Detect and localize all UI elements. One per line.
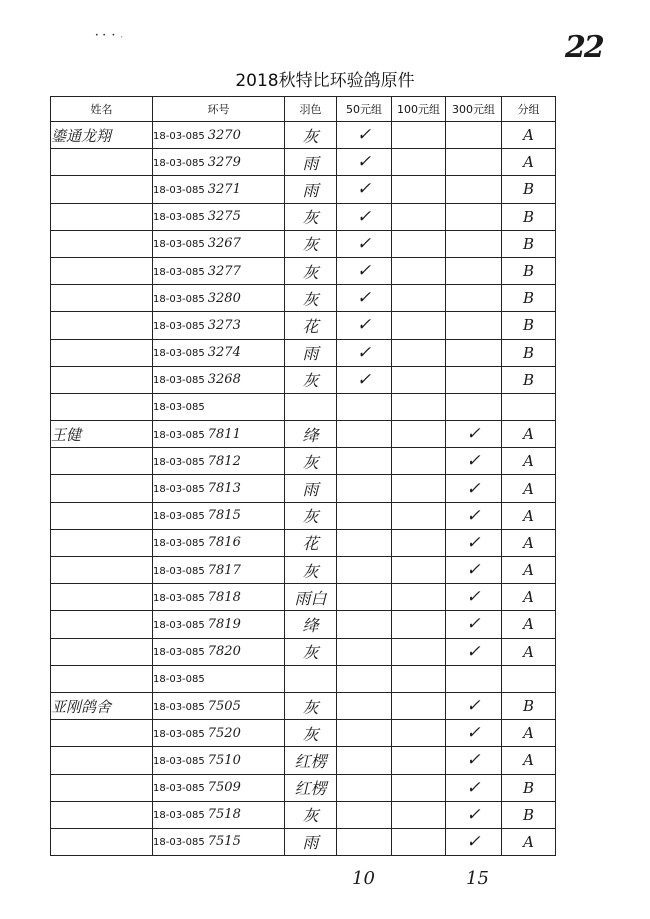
check-100-group — [392, 257, 446, 284]
check-50-group: ✓ — [337, 257, 392, 284]
owner-name — [51, 366, 153, 393]
table-row — [51, 421, 556, 448]
group-letter: B — [502, 774, 556, 801]
check-100-group — [392, 149, 446, 176]
check-300-group — [446, 285, 502, 312]
feather-color: 灰 — [285, 122, 337, 149]
ring-number-cell — [153, 502, 285, 529]
owner-name: 鎏通龙翔 — [51, 122, 153, 149]
ring-number: 3273 — [207, 317, 241, 333]
group-letter: B — [502, 339, 556, 366]
header-color: 羽色 — [285, 97, 337, 122]
total-50-group: 10 — [352, 868, 375, 889]
ring-number: 3279 — [207, 154, 241, 170]
group-letter: A — [502, 475, 556, 502]
feather-color: 灰 — [285, 448, 337, 475]
owner-name — [51, 448, 153, 475]
check-300-group: ✓ — [446, 448, 502, 475]
table-row — [51, 393, 556, 420]
ring-prefix: 18-03-085 — [153, 619, 205, 631]
feather-color: 雨 — [285, 149, 337, 176]
check-50-group: ✓ — [337, 285, 392, 312]
group-letter: A — [502, 720, 556, 747]
check-50-group — [337, 828, 392, 855]
ring-prefix: 18-03-085 — [153, 755, 205, 767]
feather-color: 雨 — [285, 475, 337, 502]
table-row — [51, 448, 556, 475]
ring-number-cell — [153, 747, 285, 774]
check-50-group — [337, 774, 392, 801]
table-row — [51, 339, 556, 366]
group-letter: A — [502, 529, 556, 556]
ring-number-cell — [153, 285, 285, 312]
check-100-group — [392, 584, 446, 611]
ring-prefix: 18-03-085 — [153, 184, 205, 196]
check-100-group — [392, 122, 446, 149]
ring-prefix: 18-03-085 — [153, 293, 205, 305]
feather-color: 灰 — [285, 285, 337, 312]
check-100-group — [392, 285, 446, 312]
ring-number: 3270 — [207, 127, 241, 143]
check-300-group: ✓ — [446, 421, 502, 448]
check-50-group: ✓ — [337, 366, 392, 393]
scan-specks: • • • , — [95, 32, 123, 39]
feather-color: 灰 — [285, 801, 337, 828]
feather-color: 雨 — [285, 176, 337, 203]
table-row — [51, 584, 556, 611]
ring-prefix: 18-03-085 — [153, 375, 205, 387]
owner-name — [51, 257, 153, 284]
owner-name — [51, 529, 153, 556]
ring-number-cell — [153, 529, 285, 556]
check-100-group — [392, 176, 446, 203]
group-letter: B — [502, 692, 556, 719]
check-100-group — [392, 312, 446, 339]
group-letter: A — [502, 448, 556, 475]
ring-number: 7518 — [207, 807, 241, 823]
owner-name — [51, 149, 153, 176]
ring-number: 3275 — [207, 209, 241, 225]
ring-number-cell — [153, 801, 285, 828]
ring-prefix: 18-03-085 — [153, 674, 205, 686]
feather-color: 灰 — [285, 203, 337, 230]
ring-number: 7820 — [207, 644, 241, 660]
check-300-group: ✓ — [446, 638, 502, 665]
check-100-group — [392, 801, 446, 828]
ring-number: 7812 — [207, 453, 241, 469]
ring-number-cell — [153, 149, 285, 176]
check-50-group: ✓ — [337, 230, 392, 257]
check-100-group — [392, 339, 446, 366]
check-100-group — [392, 230, 446, 257]
ring-number-cell — [153, 665, 285, 692]
check-300-group: ✓ — [446, 774, 502, 801]
group-letter: A — [502, 584, 556, 611]
check-300-group — [446, 665, 502, 692]
check-100-group — [392, 611, 446, 638]
total-300-group: 15 — [466, 868, 489, 889]
table-row — [51, 475, 556, 502]
ring-prefix: 18-03-085 — [153, 320, 205, 332]
check-50-group — [337, 801, 392, 828]
owner-name — [51, 720, 153, 747]
group-letter: A — [502, 421, 556, 448]
check-300-group — [446, 393, 502, 420]
header-50-group: 50元组 — [337, 97, 392, 122]
check-50-group — [337, 393, 392, 420]
group-letter: A — [502, 747, 556, 774]
ring-number-cell — [153, 584, 285, 611]
group-letter: B — [502, 257, 556, 284]
ring-number-cell — [153, 421, 285, 448]
feather-color — [285, 393, 337, 420]
table-row — [51, 774, 556, 801]
header-name: 姓名 — [51, 97, 153, 122]
ring-number: 3268 — [207, 372, 241, 388]
check-50-group — [337, 692, 392, 719]
check-100-group — [392, 366, 446, 393]
feather-color — [285, 665, 337, 692]
check-50-group — [337, 448, 392, 475]
feather-color: 绛 — [285, 421, 337, 448]
feather-color: 灰 — [285, 692, 337, 719]
table-row — [51, 230, 556, 257]
table-row — [51, 747, 556, 774]
ring-number: 7819 — [207, 616, 241, 632]
ring-prefix: 18-03-085 — [153, 810, 205, 822]
ring-number: 3274 — [207, 345, 241, 361]
check-300-group: ✓ — [446, 529, 502, 556]
registration-table — [50, 96, 556, 856]
ring-number: 7510 — [207, 752, 241, 768]
check-50-group — [337, 638, 392, 665]
ring-number-cell — [153, 257, 285, 284]
feather-color: 红楞 — [285, 774, 337, 801]
ring-prefix: 18-03-085 — [153, 456, 205, 468]
group-letter: A — [502, 638, 556, 665]
group-letter: B — [502, 801, 556, 828]
table-row — [51, 122, 556, 149]
ring-prefix: 18-03-085 — [153, 348, 205, 360]
ring-prefix: 18-03-085 — [153, 647, 205, 659]
check-50-group: ✓ — [337, 339, 392, 366]
check-100-group — [392, 475, 446, 502]
owner-name — [51, 557, 153, 584]
check-300-group: ✓ — [446, 720, 502, 747]
owner-name: 王健 — [51, 421, 153, 448]
check-300-group — [446, 230, 502, 257]
owner-name — [51, 638, 153, 665]
header-100-group: 100元组 — [392, 97, 446, 122]
feather-color: 雨 — [285, 339, 337, 366]
check-300-group — [446, 176, 502, 203]
ring-number-cell — [153, 611, 285, 638]
group-letter: B — [502, 366, 556, 393]
ring-number-cell — [153, 475, 285, 502]
ring-prefix: 18-03-085 — [153, 239, 205, 251]
check-300-group: ✓ — [446, 584, 502, 611]
check-50-group — [337, 529, 392, 556]
ring-prefix: 18-03-085 — [153, 783, 205, 795]
table-row — [51, 529, 556, 556]
feather-color: 雨 — [285, 828, 337, 855]
table-row — [51, 801, 556, 828]
check-100-group — [392, 421, 446, 448]
group-letter: A — [502, 828, 556, 855]
ring-prefix: 18-03-085 — [153, 484, 205, 496]
check-50-group: ✓ — [337, 203, 392, 230]
feather-color: 花 — [285, 312, 337, 339]
ring-number: 3277 — [207, 263, 241, 279]
check-50-group — [337, 747, 392, 774]
owner-name — [51, 230, 153, 257]
owner-name: 亚刚鸽舍 — [51, 692, 153, 719]
check-300-group — [446, 257, 502, 284]
owner-name — [51, 774, 153, 801]
table-row — [51, 366, 556, 393]
check-300-group — [446, 203, 502, 230]
ring-prefix: 18-03-085 — [153, 130, 205, 142]
ring-prefix: 18-03-085 — [153, 212, 205, 224]
group-letter: B — [502, 176, 556, 203]
owner-name — [51, 665, 153, 692]
table-row — [51, 149, 556, 176]
group-letter: B — [502, 230, 556, 257]
check-100-group — [392, 448, 446, 475]
table-row — [51, 285, 556, 312]
ring-number-cell — [153, 366, 285, 393]
owner-name — [51, 203, 153, 230]
table-row — [51, 502, 556, 529]
feather-color: 灰 — [285, 557, 337, 584]
ring-number-cell — [153, 774, 285, 801]
feather-color: 红楞 — [285, 747, 337, 774]
ring-prefix: 18-03-085 — [153, 701, 205, 713]
check-100-group — [392, 557, 446, 584]
group-letter: B — [502, 312, 556, 339]
table-row — [51, 312, 556, 339]
check-100-group — [392, 203, 446, 230]
table-row — [51, 557, 556, 584]
feather-color: 花 — [285, 529, 337, 556]
check-100-group — [392, 665, 446, 692]
check-50-group — [337, 557, 392, 584]
feather-color: 灰 — [285, 257, 337, 284]
sheet-title: 2018秋特比环验鸽原件 — [235, 71, 415, 91]
check-50-group — [337, 475, 392, 502]
owner-name — [51, 828, 153, 855]
check-300-group: ✓ — [446, 692, 502, 719]
table-row — [51, 176, 556, 203]
group-letter: A — [502, 611, 556, 638]
table-row — [51, 828, 556, 855]
ring-number-cell — [153, 203, 285, 230]
ring-prefix: 18-03-085 — [153, 538, 205, 550]
owner-name — [51, 502, 153, 529]
header-300-group: 300元组 — [446, 97, 502, 122]
group-letter: B — [502, 285, 556, 312]
ring-prefix: 18-03-085 — [153, 402, 205, 414]
group-letter: B — [502, 203, 556, 230]
group-letter: A — [502, 557, 556, 584]
check-50-group: ✓ — [337, 149, 392, 176]
check-300-group: ✓ — [446, 747, 502, 774]
check-300-group — [446, 122, 502, 149]
ring-number-cell — [153, 828, 285, 855]
ring-number: 3267 — [207, 236, 241, 252]
check-300-group: ✓ — [446, 801, 502, 828]
feather-color: 灰 — [285, 502, 337, 529]
table-row — [51, 665, 556, 692]
check-50-group — [337, 611, 392, 638]
check-100-group — [392, 720, 446, 747]
ring-number-cell — [153, 176, 285, 203]
ring-number: 7515 — [207, 834, 241, 850]
check-300-group — [446, 366, 502, 393]
feather-color: 灰 — [285, 230, 337, 257]
owner-name — [51, 475, 153, 502]
ring-number: 3271 — [207, 181, 241, 197]
check-100-group — [392, 828, 446, 855]
table-row — [51, 611, 556, 638]
page-number: 22 — [565, 30, 603, 65]
check-300-group: ✓ — [446, 828, 502, 855]
check-50-group: ✓ — [337, 312, 392, 339]
check-100-group — [392, 692, 446, 719]
ring-number-cell — [153, 339, 285, 366]
feather-color: 灰 — [285, 366, 337, 393]
check-300-group: ✓ — [446, 557, 502, 584]
check-300-group: ✓ — [446, 611, 502, 638]
ring-number: 7505 — [207, 698, 241, 714]
check-50-group — [337, 720, 392, 747]
ring-number: 7813 — [207, 481, 241, 497]
ring-number: 7811 — [207, 426, 241, 442]
check-300-group: ✓ — [446, 475, 502, 502]
check-50-group — [337, 665, 392, 692]
ring-number-cell — [153, 393, 285, 420]
ring-prefix: 18-03-085 — [153, 266, 205, 278]
ring-prefix: 18-03-085 — [153, 565, 205, 577]
feather-color: 绛 — [285, 611, 337, 638]
ring-number: 7815 — [207, 508, 241, 524]
header-row — [51, 97, 556, 122]
ring-number: 7818 — [207, 589, 241, 605]
check-50-group: ✓ — [337, 122, 392, 149]
ring-prefix: 18-03-085 — [153, 592, 205, 604]
owner-name — [51, 393, 153, 420]
group-letter — [502, 665, 556, 692]
ring-number-cell — [153, 230, 285, 257]
owner-name — [51, 312, 153, 339]
table-row — [51, 638, 556, 665]
check-50-group — [337, 421, 392, 448]
ring-number-cell — [153, 692, 285, 719]
table-row — [51, 692, 556, 719]
feather-color: 灰 — [285, 638, 337, 665]
check-50-group — [337, 584, 392, 611]
feather-color: 灰 — [285, 720, 337, 747]
ring-number-cell — [153, 720, 285, 747]
check-100-group — [392, 393, 446, 420]
ring-prefix: 18-03-085 — [153, 728, 205, 740]
group-letter: A — [502, 122, 556, 149]
check-100-group — [392, 638, 446, 665]
ring-number: 3280 — [207, 290, 241, 306]
check-100-group — [392, 747, 446, 774]
table-row — [51, 720, 556, 747]
ring-prefix: 18-03-085 — [153, 429, 205, 441]
ring-number: 7520 — [207, 725, 241, 741]
check-300-group — [446, 339, 502, 366]
owner-name — [51, 801, 153, 828]
check-100-group — [392, 502, 446, 529]
ring-number: 7509 — [207, 780, 241, 796]
ring-number-cell — [153, 638, 285, 665]
owner-name — [51, 176, 153, 203]
owner-name — [51, 339, 153, 366]
feather-color: 雨白 — [285, 584, 337, 611]
check-100-group — [392, 774, 446, 801]
group-letter: A — [502, 502, 556, 529]
ring-number: 7816 — [207, 535, 241, 551]
ring-prefix: 18-03-085 — [153, 511, 205, 523]
check-300-group — [446, 149, 502, 176]
ring-number-cell — [153, 557, 285, 584]
owner-name — [51, 747, 153, 774]
header-ring: 环号 — [153, 97, 285, 122]
check-300-group — [446, 312, 502, 339]
owner-name — [51, 285, 153, 312]
group-letter — [502, 393, 556, 420]
ring-number-cell — [153, 312, 285, 339]
table-row — [51, 257, 556, 284]
ring-number: 7817 — [207, 562, 241, 578]
group-letter: A — [502, 149, 556, 176]
ring-prefix: 18-03-085 — [153, 837, 205, 849]
ring-number-cell — [153, 448, 285, 475]
table-row — [51, 203, 556, 230]
owner-name — [51, 611, 153, 638]
check-300-group: ✓ — [446, 502, 502, 529]
ring-number-cell — [153, 122, 285, 149]
ring-prefix: 18-03-085 — [153, 157, 205, 169]
check-50-group — [337, 502, 392, 529]
owner-name — [51, 584, 153, 611]
header-group: 分组 — [502, 97, 556, 122]
check-100-group — [392, 529, 446, 556]
check-50-group: ✓ — [337, 176, 392, 203]
